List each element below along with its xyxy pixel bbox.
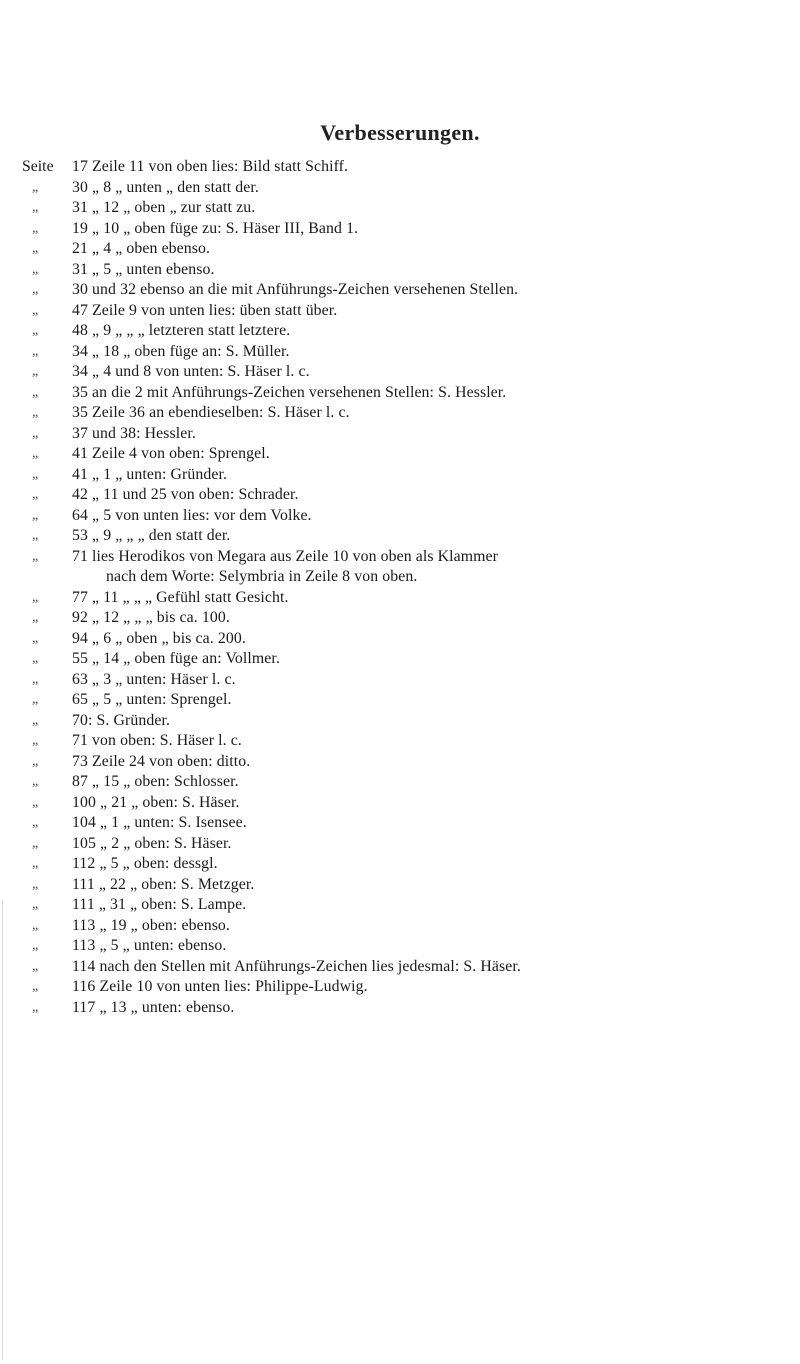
errata-row bbox=[22, 239, 798, 260]
errata-text: 104 „ 1 „ unten: S. Isensee. bbox=[72, 814, 247, 831]
errata-row bbox=[22, 444, 798, 465]
errata-row bbox=[22, 670, 798, 691]
ditto-mark: „ bbox=[32, 979, 39, 994]
errata-text: 77 „ 11 „ „ „ Gefühl statt Gesicht. bbox=[72, 588, 289, 606]
errata-text: 34 „ 18 „ oben füge an: S. Müller. bbox=[72, 342, 290, 360]
errata-text: 17 Zeile 11 von oben lies: Bild statt Schiff. bbox=[72, 158, 349, 175]
ditto-mark: „ bbox=[32, 200, 39, 215]
errata-text: 94 „ 6 „ oben „ bis ca. 200. bbox=[72, 629, 246, 647]
errata-text: 19 „ 10 „ oben füge zu: S. Häser III, Band 1. bbox=[72, 219, 359, 237]
errata-row bbox=[22, 957, 798, 978]
errata-text: 111 „ 31 „ oben: S. Lampe. bbox=[72, 896, 247, 913]
errata-list bbox=[22, 157, 798, 1018]
ditto-mark: „ bbox=[32, 548, 39, 564]
errata-text: 41 Zeile 4 von oben: Sprengel. bbox=[72, 445, 270, 462]
errata-row bbox=[22, 834, 798, 855]
ditto-mark: „ bbox=[32, 302, 39, 318]
ditto-mark: „ bbox=[32, 671, 39, 687]
ditto-mark: „ bbox=[32, 917, 39, 933]
errata-row bbox=[22, 321, 798, 342]
errata-text: 113 „ 19 „ oben: ebenso. bbox=[72, 916, 230, 934]
ditto-mark: „ bbox=[32, 528, 39, 543]
errata-text: 92 „ 12 „ „ „ bis ca. 100. bbox=[72, 609, 230, 626]
ditto-mark: „ bbox=[32, 938, 39, 953]
ditto-mark: „ bbox=[32, 405, 39, 420]
ditto-mark: „ bbox=[32, 774, 39, 789]
ditto-mark: „ bbox=[32, 507, 39, 523]
errata-row bbox=[22, 362, 798, 383]
errata-row bbox=[22, 629, 798, 650]
errata-text: 47 Zeile 9 von unten lies: üben statt über. bbox=[72, 301, 338, 319]
ditto-mark: „ bbox=[32, 220, 39, 236]
errata-row bbox=[22, 813, 798, 834]
ditto-mark: „ bbox=[32, 733, 39, 748]
errata-text: 55 „ 14 „ oben füge an: Vollmer. bbox=[72, 650, 280, 667]
errata-row bbox=[22, 895, 798, 916]
errata-row bbox=[22, 424, 798, 445]
errata-row bbox=[22, 649, 798, 670]
errata-text: 42 „ 11 und 25 von oben: Schrader. bbox=[72, 486, 299, 503]
ditto-mark: „ bbox=[32, 897, 39, 912]
errata-text: 116 Zeile 10 von unten lies: Philippe-Ludwig. bbox=[72, 978, 368, 995]
errata-row bbox=[22, 280, 798, 301]
ditto-mark: „ bbox=[32, 753, 39, 769]
errata-text: 114 nach den Stellen mit Anführungs-Zeichen lies jedesmal: S. Häser. bbox=[72, 957, 521, 975]
errata-row bbox=[22, 219, 798, 240]
errata-text: 113 „ 5 „ unten: ebenso. bbox=[72, 937, 227, 954]
errata-row bbox=[22, 875, 798, 896]
errata-text: 48 „ 9 „ „ „ letzteren statt letztere. bbox=[72, 322, 291, 339]
errata-row bbox=[22, 526, 798, 547]
ditto-mark: „ bbox=[32, 610, 39, 625]
errata-text: 41 „ 1 „ unten: Gründer. bbox=[72, 465, 228, 483]
errata-text: 37 und 38: Hessler. bbox=[72, 424, 196, 442]
ditto-mark: „ bbox=[32, 835, 39, 851]
errata-row bbox=[22, 403, 798, 424]
errata-row bbox=[22, 567, 798, 588]
errata-text: 117 „ 13 „ unten: ebenso. bbox=[72, 998, 235, 1016]
errata-text: 53 „ 9 „ „ „ den statt der. bbox=[72, 527, 231, 544]
errata-text: 100 „ 21 „ oben: S. Häser. bbox=[72, 793, 240, 811]
errata-row bbox=[22, 465, 798, 486]
errata-row bbox=[22, 752, 798, 773]
errata-text: nach dem Worte: Selymbria in Zeile 8 von oben. bbox=[106, 568, 418, 585]
errata-text: 31 „ 12 „ oben „ zur statt zu. bbox=[72, 199, 256, 216]
ditto-mark: „ bbox=[32, 487, 39, 502]
errata-text: 35 Zeile 36 an ebendieselben: S. Häser l. c. bbox=[72, 404, 350, 421]
errata-text: 71 lies Herodikos von Megara aus Zeile 10 von oben als Klammer bbox=[72, 547, 499, 565]
errata-row bbox=[22, 711, 798, 732]
errata-row bbox=[22, 608, 798, 629]
errata-text: 30 „ 8 „ unten „ den statt der. bbox=[72, 178, 259, 196]
ditto-mark: „ bbox=[32, 384, 39, 400]
errata-text: 64 „ 5 von unten lies: vor dem Volke. bbox=[72, 506, 312, 524]
errata-row bbox=[22, 793, 798, 814]
ditto-mark: „ bbox=[32, 712, 39, 728]
errata-row bbox=[22, 588, 798, 609]
errata-row bbox=[22, 506, 798, 527]
errata-row bbox=[22, 854, 798, 875]
errata-row bbox=[22, 157, 798, 178]
errata-row bbox=[22, 916, 798, 937]
errata-text: 35 an die 2 mit Anführungs-Zeichen versehenen Stellen: S. Hessler. bbox=[72, 383, 507, 401]
ditto-mark: „ bbox=[32, 876, 39, 892]
errata-row bbox=[22, 936, 798, 957]
errata-text: 63 „ 3 „ unten: Häser l. c. bbox=[72, 670, 236, 688]
ditto-mark: „ bbox=[32, 343, 39, 359]
ditto-mark: „ bbox=[32, 466, 39, 482]
seite-label: Seite bbox=[22, 158, 54, 175]
ditto-mark: „ bbox=[32, 261, 39, 277]
ditto-mark: „ bbox=[32, 589, 39, 605]
errata-text: 112 „ 5 „ oben: dessgl. bbox=[72, 855, 218, 872]
ditto-mark: „ bbox=[32, 692, 39, 707]
errata-text: 21 „ 4 „ oben ebenso. bbox=[72, 240, 211, 257]
errata-row bbox=[22, 977, 798, 998]
ditto-mark: „ bbox=[32, 241, 39, 256]
page-title: Verbesserungen. bbox=[320, 120, 480, 145]
errata-text: 34 „ 4 und 8 von unten: S. Häser l. c. bbox=[72, 363, 310, 380]
errata-text: 73 Zeile 24 von oben: ditto. bbox=[72, 752, 251, 770]
errata-row bbox=[22, 342, 798, 363]
ditto-mark: „ bbox=[32, 630, 39, 646]
errata-row bbox=[22, 998, 798, 1019]
ditto-mark: „ bbox=[32, 364, 39, 379]
errata-row bbox=[22, 260, 798, 281]
errata-text: 70: S. Gründer. bbox=[72, 711, 171, 729]
errata-row bbox=[22, 547, 798, 568]
errata-text: 105 „ 2 „ oben: S. Häser. bbox=[72, 834, 232, 852]
errata-row bbox=[22, 731, 798, 752]
ditto-mark: „ bbox=[32, 425, 39, 441]
ditto-mark: „ bbox=[32, 794, 39, 810]
errata-text: 65 „ 5 „ unten: Sprengel. bbox=[72, 691, 232, 708]
ditto-mark: „ bbox=[32, 282, 39, 297]
ditto-mark: „ bbox=[32, 999, 39, 1015]
scan-edge-line bbox=[2, 900, 3, 1360]
ditto-mark: „ bbox=[32, 815, 39, 830]
errata-row bbox=[22, 383, 798, 404]
ditto-mark: „ bbox=[32, 958, 39, 974]
errata-text: 30 und 32 ebenso an die mit Anführungs-Zeichen versehenen Stellen. bbox=[72, 281, 519, 298]
errata-row bbox=[22, 485, 798, 506]
ditto-mark: „ bbox=[32, 179, 39, 195]
errata-text: 111 „ 22 „ oben: S. Metzger. bbox=[72, 875, 255, 893]
errata-row bbox=[22, 772, 798, 793]
errata-row bbox=[22, 198, 798, 219]
errata-text: 71 von oben: S. Häser l. c. bbox=[72, 732, 242, 749]
ditto-mark: „ bbox=[32, 856, 39, 871]
errata-text: 31 „ 5 „ unten ebenso. bbox=[72, 260, 215, 278]
errata-row bbox=[22, 301, 798, 322]
errata-text: 87 „ 15 „ oben: Schlosser. bbox=[72, 773, 239, 790]
errata-row bbox=[22, 690, 798, 711]
ditto-mark: „ bbox=[32, 651, 39, 666]
ditto-mark: „ bbox=[32, 323, 39, 338]
ditto-mark: „ bbox=[32, 446, 39, 461]
errata-row bbox=[22, 178, 798, 199]
